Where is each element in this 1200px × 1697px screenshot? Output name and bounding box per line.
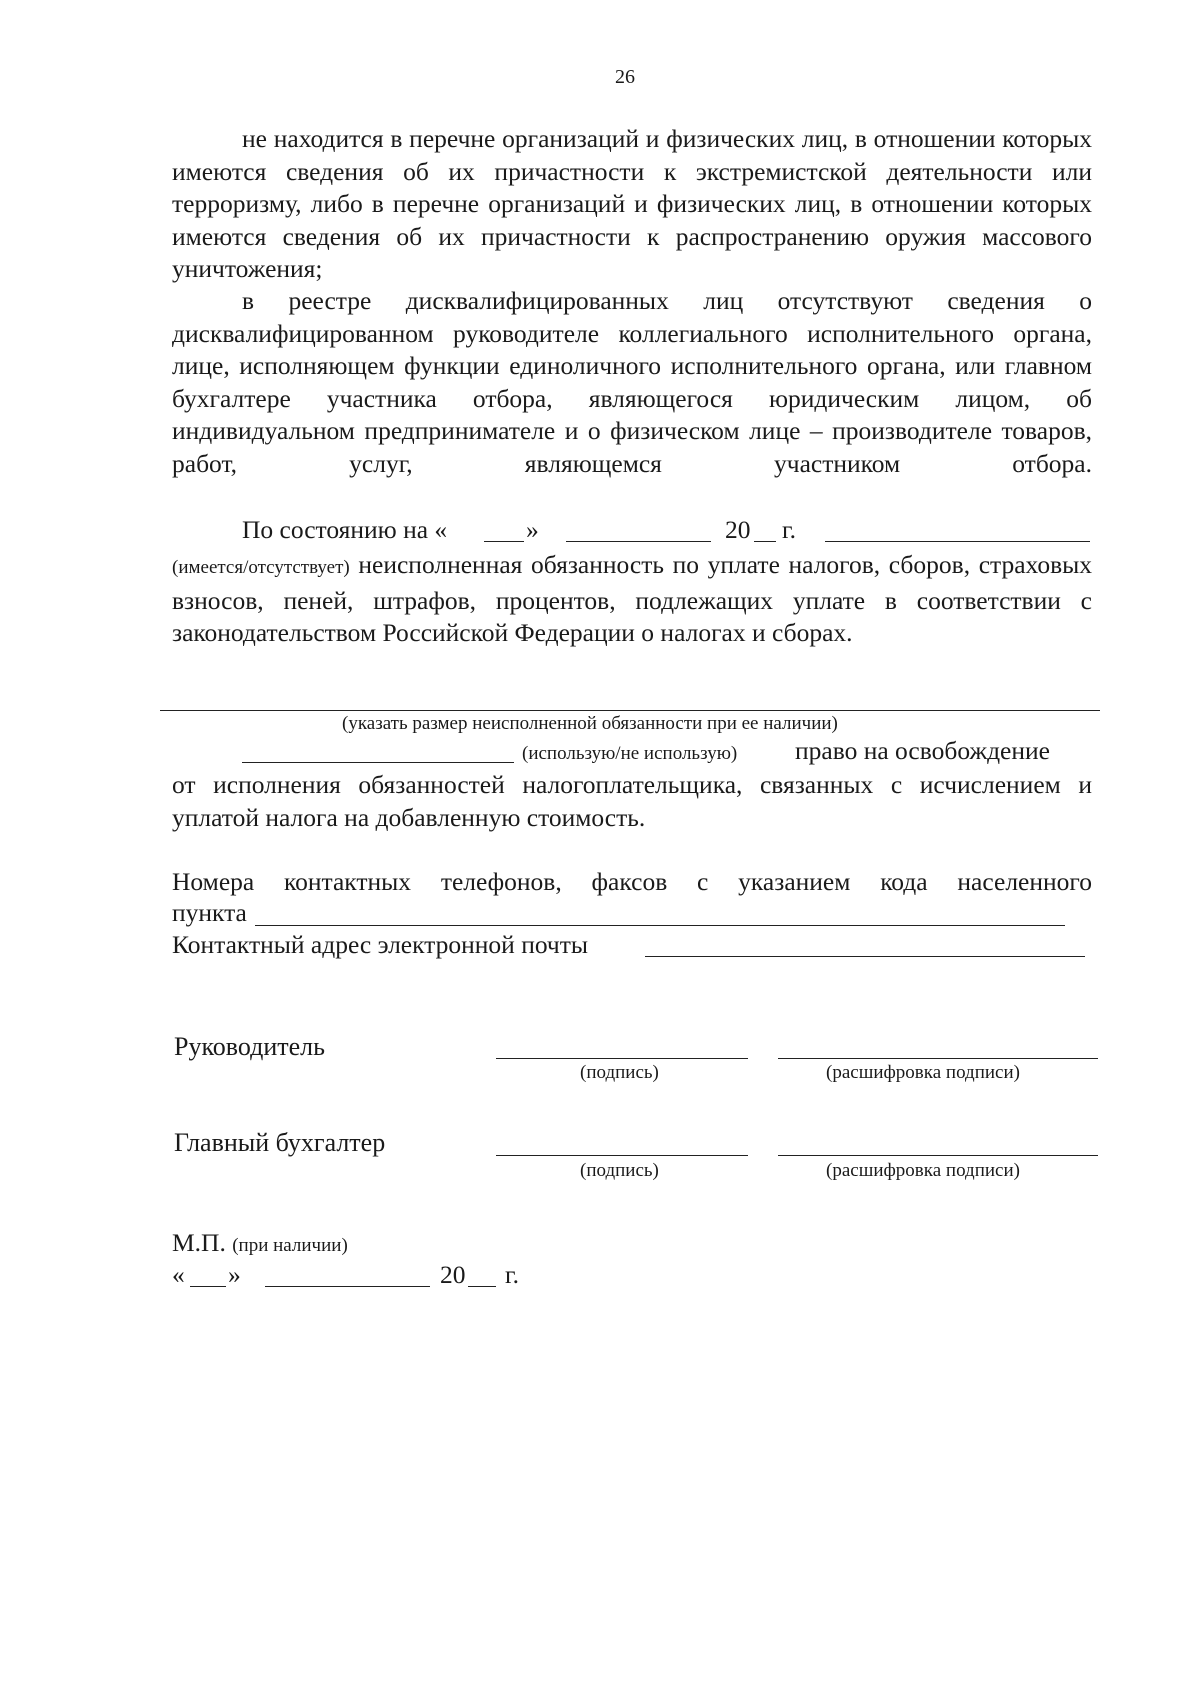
stamp-line: [172, 1228, 348, 1258]
accountant-label: Главный бухгалтер: [174, 1128, 386, 1157]
head-signature-blank: [496, 1058, 748, 1059]
paragraph-disqualified-registry: в реестре дисквалифицированных лиц отсутствуют сведения о дисквалифицированном руководителе коллегиального исполнительного органа, лице, исполняющем функции единоличного исполнительного органа, или главном бухгалтере участника отбора, являющегося юридическим лицом, об индивидуальном предпринимателе и о физическом лице – производителе товаров, работ, услуг, являющемся участником отбора.: [172, 286, 1092, 478]
vat-line-text: право на освобождение: [795, 736, 1050, 765]
status-line: [242, 515, 447, 545]
head-decode-blank: [778, 1058, 1098, 1059]
email-blank: [645, 956, 1085, 957]
email-label: Контактный адрес электронной почты: [172, 930, 589, 959]
debt-caption: (указать размер неисполненной обязанности при ее наличии): [342, 713, 838, 734]
accountant-decode-blank: [778, 1155, 1098, 1156]
debt-amount-blank: [160, 710, 1100, 711]
page-number: 26: [615, 66, 635, 88]
stamp-month-blank: [265, 1286, 430, 1287]
tax-text: неисполненная обязанность по уплате налогов, сборов, страховых взносов, пеней, штрафов, процентов, подлежащих уплате в соответствии с законодательством Российской Федерации о налогах и сборах.: [172, 550, 1092, 647]
status-prefix: По состоянию на «: [242, 515, 448, 544]
stamp-year: 20: [440, 1260, 466, 1289]
stamp-quote-close: »: [228, 1260, 241, 1289]
stamp-hint: (при наличии): [232, 1235, 348, 1256]
accountant-decode-caption: (расшифровка подписи): [826, 1160, 1020, 1181]
head-signature-caption: (подпись): [580, 1062, 659, 1083]
accountant-signature-caption: (подпись): [580, 1160, 659, 1181]
vat-line: [522, 736, 737, 766]
stamp-quote-open: «: [172, 1260, 185, 1289]
phones-blank: [255, 925, 1065, 926]
head-label: Руководитель: [174, 1032, 325, 1061]
day-blank: [484, 541, 524, 542]
vat-blank: [242, 762, 514, 763]
phones-label-2: пункта: [172, 898, 247, 927]
tax-hint: (имеется/отсутствует): [172, 557, 350, 578]
status-year: 20: [725, 515, 751, 544]
stamp-year-blank: [468, 1286, 496, 1287]
phones-label: Номера контактных телефонов, факсов с указанием кода населенного: [172, 867, 1092, 896]
paragraph-extremism: не находится в перечне организаций и физических лиц, в отношении которых имеются сведения об их причастности к экстремистской деятельности или терроризму, либо в перечне организаций и физических лиц, в отношении которых имеются сведения об их причастности к распространению оружия массового уничтожения;: [172, 124, 1092, 283]
vat-hint: (использую/не использую): [522, 743, 738, 764]
year-blank: [754, 541, 776, 542]
stamp-mp: М.П.: [172, 1228, 226, 1257]
head-decode-caption: (расшифровка подписи): [826, 1062, 1020, 1083]
stamp-day-blank: [190, 1286, 226, 1287]
month-blank: [566, 541, 711, 542]
status-blank: [825, 541, 1090, 542]
paragraph-tax-obligation: [172, 549, 1092, 650]
stamp-g: г.: [505, 1260, 519, 1289]
status-quote-close: »: [526, 515, 539, 544]
status-g: г.: [782, 515, 796, 544]
vat-paragraph: от исполнения обязанностей налогоплательщика, связанных с исчислением и уплатой налога на добавленную стоимость.: [172, 770, 1092, 832]
accountant-signature-blank: [496, 1155, 748, 1156]
